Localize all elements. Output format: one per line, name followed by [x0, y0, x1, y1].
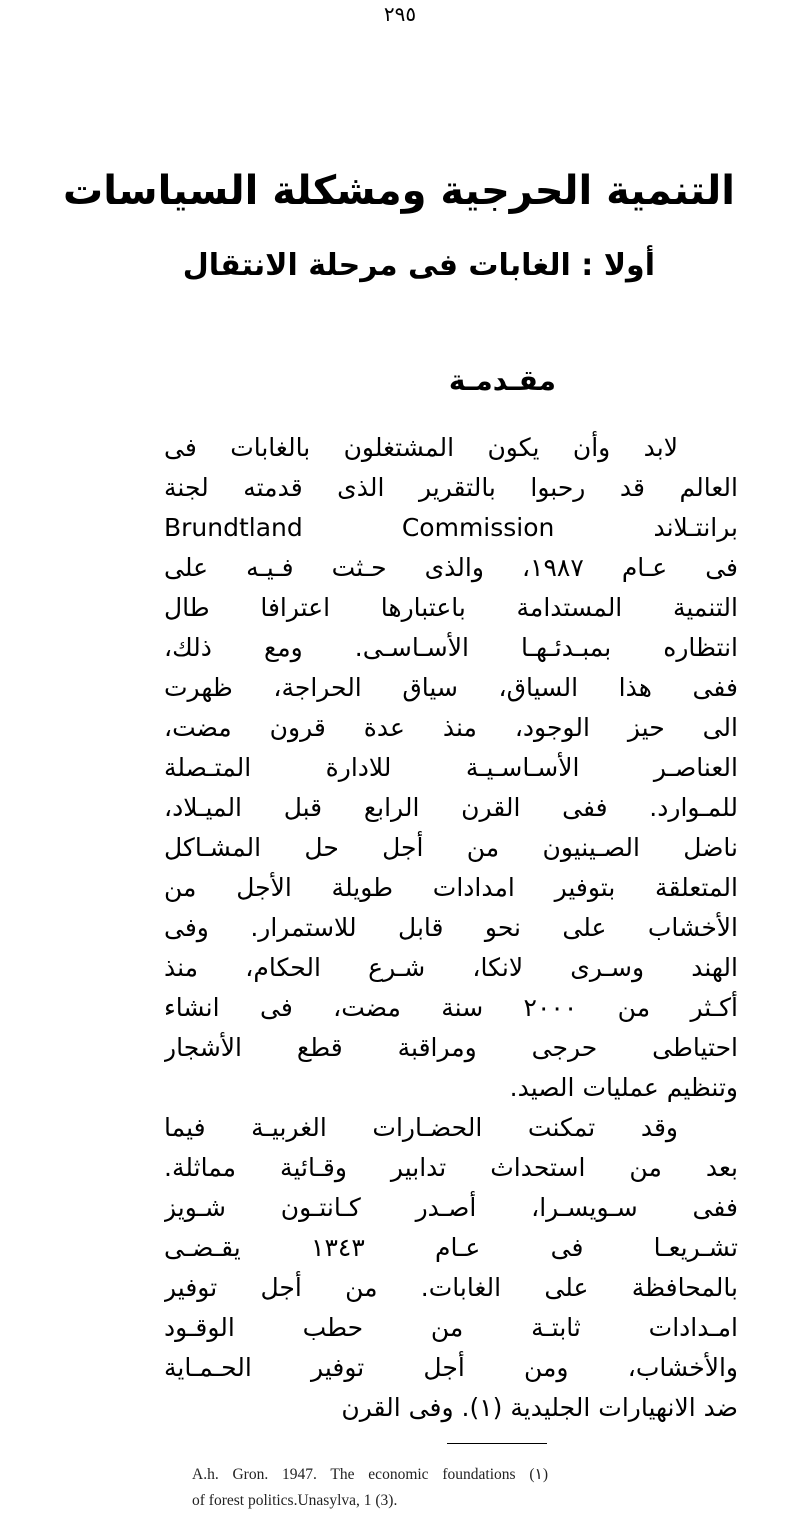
body-line: فى عـام ١٩٨٧، والذى حـثت فـيـه على: [164, 553, 738, 582]
body-line: انتظاره بمبـدئـهـا الأسـاسـى. ومع ذلك،: [164, 633, 738, 662]
body-line: ففى هذا السياق، سياق الحراجة، ظهرت: [164, 673, 738, 702]
chapter-subtitle: أولا : الغابات فى مرحلة الانتقال: [182, 248, 655, 283]
footnote-line: A.h. Gron. 1947. The economic foundations (١): [192, 1466, 548, 1483]
body-line: وقد تمكنت الحضـارات الغربيـة فيما: [164, 1113, 678, 1142]
body-line: الهند وسـرى لانكا، شـرع الحكام، منذ: [164, 953, 738, 982]
body-line: العناصـر الأسـاسـيـة للادارة المتـصلة: [164, 753, 738, 782]
body-line: للمـوارد. ففى القرن الرابع قبل الميـلاد،: [164, 793, 738, 822]
footnote-line: of forest politics.Unasylva, 1 (3).: [192, 1492, 398, 1509]
body-line: والأخشاب، ومن أجل توفير الحـمـاية: [164, 1353, 738, 1382]
body-line: الى حيز الوجود، منذ عدة قرون مضت،: [164, 713, 738, 742]
body-line: برانتـلاند Brundtland Commission: [164, 513, 738, 542]
body-line: لابد وأن يكون المشتغلون بالغابات فى: [164, 433, 678, 462]
footnote-divider: [447, 1443, 547, 1444]
body-text: [164, 428, 738, 1428]
body-line: وتنظيم عمليات الصيد.: [509, 1073, 738, 1102]
body-line: تشـريعـا فى عـام ١٣٤٣ يقـضـى: [164, 1233, 738, 1262]
body-line: الأخشاب على نحو قابل للاستمرار. وفى: [164, 913, 738, 942]
body-line: المتعلقة بتوفير امدادات طويلة الأجل من: [164, 873, 738, 902]
section-heading: مقـدمـة: [448, 364, 556, 397]
body-line: أكـثر من ٢٠٠٠ سنة مضت، فى انشاء: [164, 993, 738, 1022]
body-line: احتياطى حرجى ومراقبة قطع الأشجار: [164, 1033, 738, 1062]
chapter-title: التنمية الحرجية ومشكلة السياسات: [63, 168, 735, 214]
body-line: ضد الانهيارات الجليدية (١). وفى القرن: [341, 1393, 738, 1422]
body-line: امـدادات ثابتـة من حطب الوقـود: [164, 1313, 738, 1342]
body-line: التنمية المستدامة باعتبارها اعترافا طال: [164, 593, 738, 622]
body-line: ففى سـويسـرا، أصـدر كـانتـون شـويز: [164, 1193, 738, 1222]
body-line: العالم قد رحبوا بالتقرير الذى قدمته لجنة: [164, 473, 738, 502]
footnote: [192, 1462, 548, 1514]
body-line: بالمحافظة على الغابات. من أجل توفير: [164, 1273, 738, 1302]
body-line: بعد من استحداث تدابير وقـائية مماثلة.: [164, 1153, 738, 1182]
page-number: ٢٩٥: [383, 2, 417, 26]
body-line: ناضل الصـينيون من أجل حل المشـاكل: [164, 833, 738, 862]
